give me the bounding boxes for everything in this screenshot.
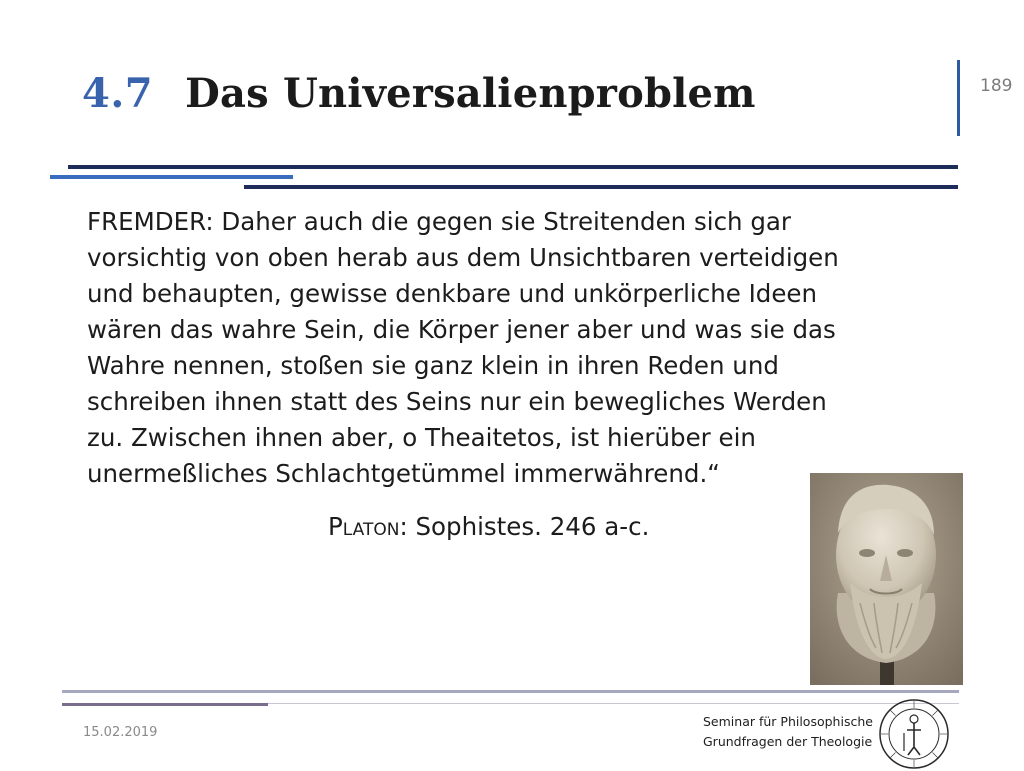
quote-text	[87, 204, 947, 492]
title-rule-top	[68, 165, 958, 169]
slide-date: 15.02.2019	[83, 725, 158, 740]
institution-line-1: Seminar für Philosophische	[703, 714, 873, 729]
institution-name	[703, 712, 873, 752]
quote-line: und behaupten, gewisse denkbare und unkörperliche Ideen	[87, 279, 818, 308]
page-number-divider	[957, 60, 960, 136]
quote-line: schreiben ihnen statt des Seins nur ein bewegliches Werden	[87, 387, 827, 416]
slide-title	[82, 70, 756, 130]
quote-line: unermeßliches Schlachtgetümmel immerwährend.“	[87, 459, 720, 488]
quote-source	[328, 512, 649, 541]
source-author: Platon	[328, 512, 400, 541]
institution-line-2: Grundfragen der Theologie	[703, 734, 873, 749]
footer-rule-accent	[62, 703, 268, 706]
quote-line: wären das wahre Sein, die Körper jener aber und was sie das	[87, 315, 836, 344]
university-seal-icon	[877, 697, 951, 771]
slide-title-text: Das Universalienproblem	[185, 70, 756, 117]
footer-rule-top	[62, 690, 959, 693]
quote-line: zu. Zwischen ihnen aber, o Theaitetos, ist hierüber ein	[87, 423, 756, 452]
source-reference: : Sophistes. 246 a-c.	[399, 512, 650, 541]
platon-bust-image	[810, 473, 963, 685]
page-number: 189	[980, 76, 1013, 96]
quote-line: Wahre nennen, stoßen sie ganz klein in ihren Reden und	[87, 351, 779, 380]
section-number: 4.7	[82, 70, 154, 117]
quote-line: FREMDER: Daher auch die gegen sie Streitenden sich gar	[87, 207, 791, 236]
title-rule-accent	[50, 175, 293, 179]
footer-rule-bottom	[268, 703, 959, 704]
title-rule-bottom	[244, 185, 958, 189]
quote-line: vorsichtig von oben herab aus dem Unsichtbaren verteidigen	[87, 243, 839, 272]
